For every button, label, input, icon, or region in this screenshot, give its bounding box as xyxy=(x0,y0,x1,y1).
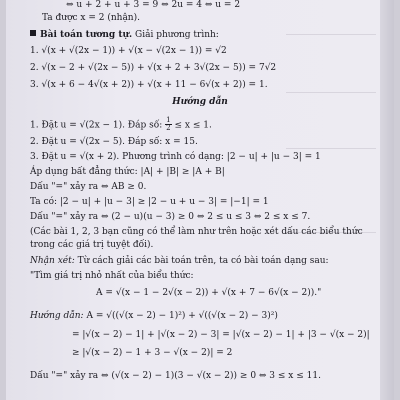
observation xyxy=(30,256,329,267)
bleed-through xyxy=(286,92,376,93)
exercise-3: 3. √(x + 6 − 4√(x + 2)) + √(x + 11 − 6√(x + 2)) = 1. xyxy=(30,80,268,90)
problem-statement: "Tìm giá trị nhỏ nhất của biểu thức: xyxy=(30,271,194,281)
hint-line-1 xyxy=(30,311,278,322)
hint-line-1-text: A = √((√(x − 2) − 1)²) + √((√(x − 2) − 3)²) xyxy=(83,311,278,321)
square-bullet-icon xyxy=(30,30,36,36)
bleed-through xyxy=(286,34,376,35)
guide-1-text: 1. Đặt u = √(2x − 1). Đáp số: xyxy=(30,120,163,131)
guide-heading: Hướng dẫn xyxy=(172,97,228,107)
computation: Ta có: |2 − u| + |u − 3| ≥ |2 − u + u − 3| = |−1| = 1 xyxy=(30,197,269,207)
fraction-one-half: $\frac{1}{2}$ xyxy=(166,116,171,133)
guide-1-tail: ≤ x ≤ 1. xyxy=(174,120,212,131)
equality-condition: Dấu "=" xảy ra ⇔ AB ≥ 0. xyxy=(30,182,147,192)
section-heading xyxy=(30,30,219,41)
result-line: Ta được x = 2 (nhận). xyxy=(42,13,140,23)
textbook-page xyxy=(6,0,394,400)
remark-line-1: (Các bài 1, 2, 3 bạn cũng có thể làm như trên hoặc xét dấu các biểu thức xyxy=(30,227,363,237)
guide-1 xyxy=(30,117,212,133)
remark-line-2: trong các giá trị tuyệt đối). xyxy=(30,240,154,250)
inequality-apply: Áp dụng bất đẳng thức: |A| + |B| ≥ |A + B| xyxy=(30,167,225,177)
section-instruction: Giải phương trình: xyxy=(135,30,219,40)
hint-label: Hướng dẫn: xyxy=(30,311,84,321)
problem-formula: A = √(x − 1 − 2√(x − 2)) + √(x + 7 − 6√(x − 2))." xyxy=(96,288,322,298)
exercise-1: 1. √(x + √(2x − 1)) + √(x − √(2x − 1)) = √2 xyxy=(30,46,227,56)
hint-line-2: = |√(x − 2) − 1| + |√(x − 2) − 3| = |√(x − 2) − 1| + |3 − √(x − 2)| xyxy=(72,330,370,340)
section-title: Bài toán tương tự. xyxy=(40,30,133,40)
page-spine-shadow xyxy=(380,0,394,400)
bleed-through xyxy=(286,148,376,149)
hint-line-3: ≥ |√(x − 2) − 1 + 3 − √(x − 2)| = 2 xyxy=(72,348,233,358)
equality-result: Dấu "=" xảy ra ⇔ (2 − u)(u − 3) ≥ 0 ⇔ 2 ≤ u ≤ 3 ⇔ 2 ≤ x ≤ 7. xyxy=(30,212,311,222)
derivation-line: ⇔ u + 2 + u + 3 = 9 ⇔ 2u = 4 ⇔ u = 2 xyxy=(66,0,241,10)
observation-text: Từ cách giải các bài toán trên, ta có bài toán dạng sau: xyxy=(74,256,329,266)
guide-3: 3. Đặt u = √(x + 2). Phương trình có dạng: |2 − u| + |u − 3| = 1 xyxy=(30,152,321,162)
exercise-2: 2. √(x − 2 + √(2x − 5)) + √(x + 2 + 3√(2x − 5)) = 7√2 xyxy=(30,63,277,73)
final-line: Dấu "=" xảy ra ⇔ (√(x − 2) − 1)(3 − √(x − 2)) ≥ 0 ⇔ 3 ≤ x ≤ 11. xyxy=(30,371,321,381)
observation-label: Nhận xét: xyxy=(30,256,75,266)
guide-2: 2. Đặt u = √(2x − 5). Đáp số: x = 15. xyxy=(30,137,198,147)
